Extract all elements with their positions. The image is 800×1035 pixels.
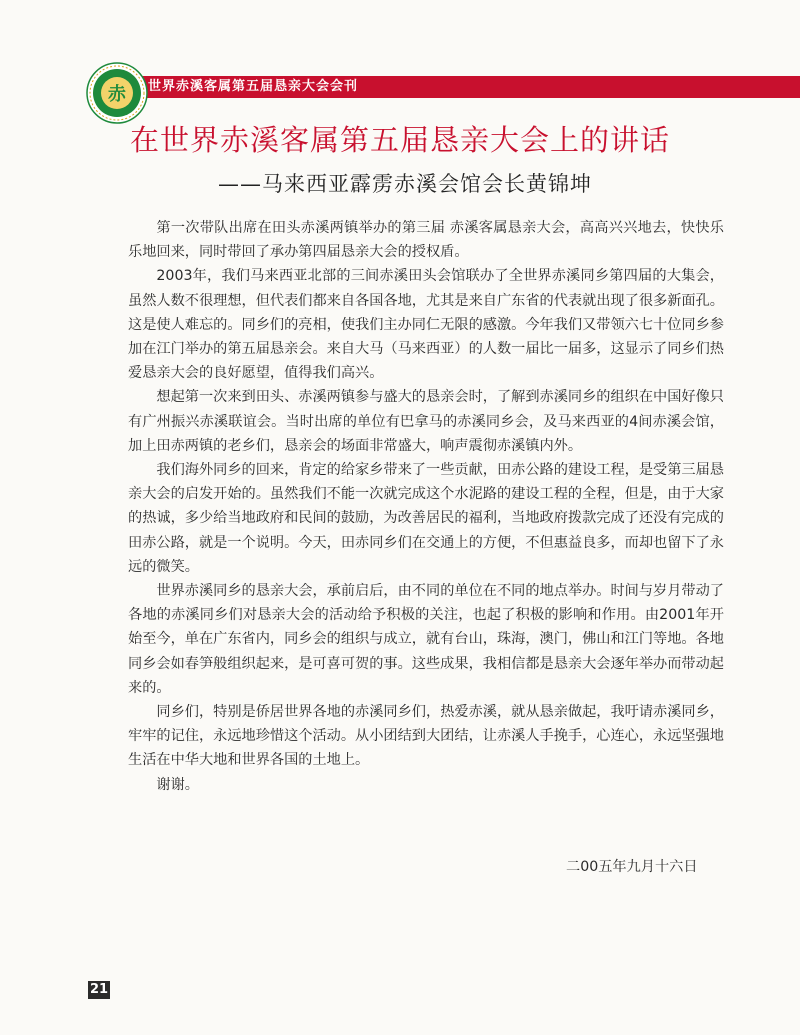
- paragraph: 世界赤溪同乡的恳亲大会，承前启后，由不同的单位在不同的地点举办。时间与岁月带动了各地的赤溪同乡们对恳亲大会的活动给予积极的关注，也起了积极的影响和作用。由2001年开始至今，单在广东省内，同乡会的组织与成立，就有台山，珠海，澳门，佛山和江门等地。各地同乡会如春笋般组织起来，是可喜可贺的事。这些成果，我相信都是恳亲大会逐年举办而带动起来的。: [128, 583, 724, 696]
- paragraph: 2003年，我们马来西亚北部的三间赤溪田头会馆联办了全世界赤溪同乡第四届的大集会，虽然人数不很理想，但代表们都来自各国各地，尤其是来自广东省的代表就出现了很多新面孔。这是使人难忘的。同乡们的亮相，使我们主办同仁无限的感激。今年我们又带领六七十位同乡参加在江门举办的第五届恳亲会。来自大马（马来西亚）的人数一届比一届多，这显示了同乡们热爱恳亲大会的良好愿望，值得我们高兴。: [128, 268, 724, 382]
- paragraph: 想起第一次来到田头、赤溪两镇参与盛大的恳亲会时，了解到赤溪同乡的组织在中国好像只有广州振兴赤溪联谊会。当时出席的单位有巴拿马的赤溪同乡会，及马来西亚的4间赤溪会馆，加上田赤两镇的老乡们，恳亲会的场面非常盛大，响声震彻赤溪镇内外。: [128, 389, 724, 454]
- paragraph: 第一次带队出席在田头赤溪两镇举办的第三届 赤溪客属恳亲大会，高高兴兴地去，快快乐乐地回来，同时带回了承办第四届恳亲大会的授权盾。: [128, 220, 724, 261]
- article-body: [128, 216, 724, 797]
- page-number: 21: [89, 982, 109, 997]
- article-title: 在世界赤溪客属第五届恳亲大会上的讲话: [129, 123, 670, 157]
- logo-char: 赤: [108, 84, 126, 105]
- article-subtitle: ——马来西亚霹雳赤溪会馆会长黄锦坤: [218, 172, 592, 196]
- association-logo-icon: [86, 62, 148, 124]
- speech-date: 二00五年九月十六日: [566, 859, 698, 875]
- publication-title: 世界赤溪客属第五届恳亲大会会刊: [148, 79, 359, 94]
- paragraph: 同乡们，特别是侨居世界各地的赤溪同乡们，热爱赤溪，就从恳亲做起，我吁请赤溪同乡，牢牢的记住，永远地珍惜这个活动。从小团结到大团结，让赤溪人手挽手，心连心，永远坚强地 生活在中华大地和世界各国的土地上。: [128, 704, 724, 769]
- paragraph: 我们海外同乡的回来，肯定的给家乡带来了一些贡献，田赤公路的建设工程，是受第三届恳亲大会的启发开始的。虽然我们不能一次就完成这个水泥路的建设工程的全程，但是，由于大家的热诚，多少给当地政府和民间的鼓励，为改善居民的福利，当地政府拨款完成了还没有完成的田赤公路，就是一个说明。今天，田赤同乡们在交通上的方便，不但惠益良多，而却也留下了永远的微笑。: [128, 462, 724, 575]
- paragraph: 谢谢。: [156, 776, 199, 793]
